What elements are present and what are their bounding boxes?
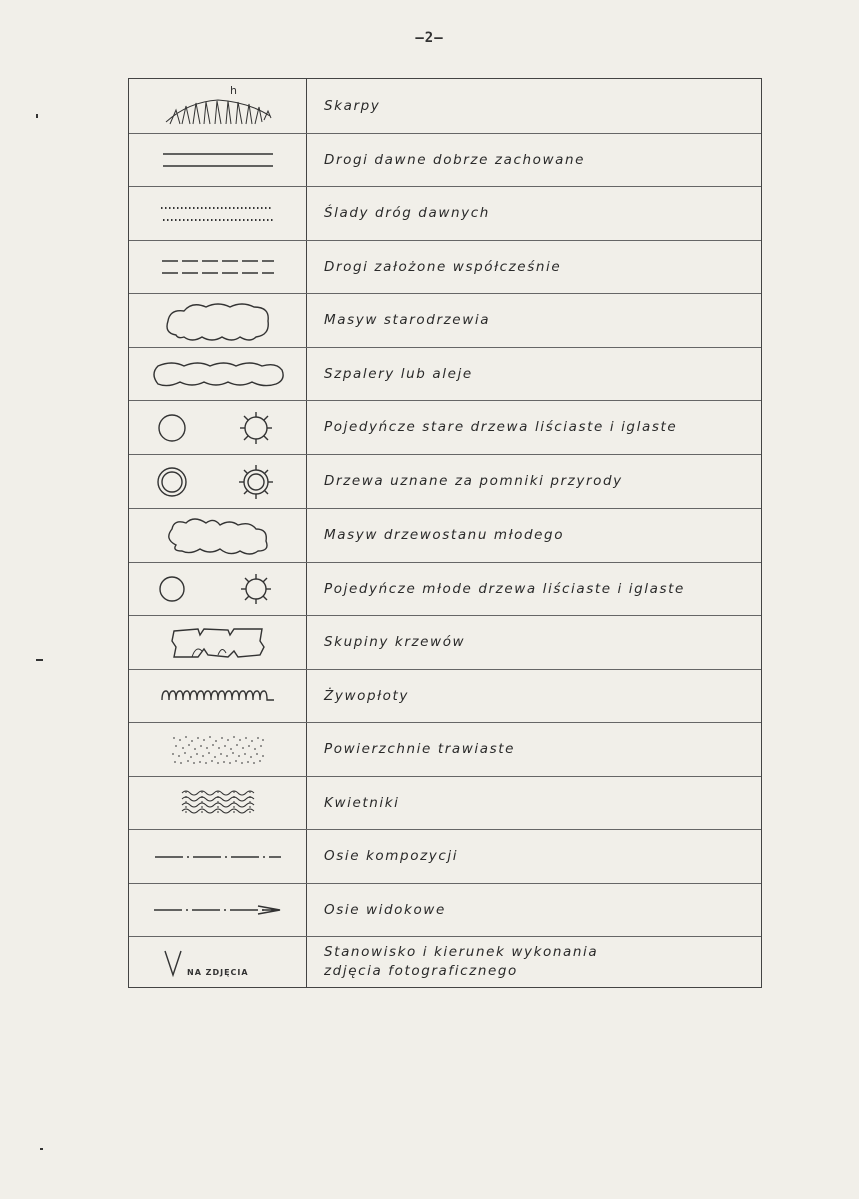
legend-label-old-roads: Drogi dawne dobrze zachowane bbox=[324, 151, 586, 168]
legend-row-escarpment bbox=[129, 79, 761, 134]
legend-label-shrub-group: Skupiny krzewów bbox=[324, 634, 466, 650]
legend-row-young-stand bbox=[129, 509, 761, 563]
legend-row-old-roads bbox=[129, 134, 761, 187]
legend-row-old-road-traces bbox=[129, 187, 761, 241]
shrub-group-symbol bbox=[129, 616, 306, 669]
young-stand-symbol bbox=[129, 509, 306, 562]
photo-station-symbol bbox=[129, 937, 306, 987]
scan-speck bbox=[40, 1148, 43, 1150]
scan-speck bbox=[36, 659, 43, 661]
legend-label-escarpment: Skarpy bbox=[324, 97, 381, 114]
legend-label-old-tree-mass: Masyw starodrzewia bbox=[324, 312, 491, 328]
old-tree-mass-symbol bbox=[129, 294, 306, 347]
view-axis-symbol bbox=[129, 884, 306, 936]
legend-row-hedge bbox=[129, 670, 761, 723]
escarpment-symbol bbox=[129, 79, 306, 133]
legend-label-composition-axis: Osie kompozycji bbox=[324, 848, 459, 864]
dotted-lines-symbol bbox=[129, 187, 306, 240]
flowerbed-symbol bbox=[129, 777, 306, 829]
young-trees-symbol bbox=[129, 563, 306, 615]
alley-symbol bbox=[129, 348, 306, 400]
legend-row-view-axis bbox=[129, 884, 761, 937]
legend-row-modern-roads bbox=[129, 241, 761, 294]
composition-axis-symbol bbox=[129, 830, 306, 883]
hedge-symbol bbox=[129, 670, 306, 722]
legend-row-young-trees bbox=[129, 563, 761, 616]
monument-trees-symbol bbox=[129, 455, 306, 508]
scan-speck bbox=[36, 114, 38, 118]
legend-label-young-trees: Pojedyńcze młode drzewa liściaste i iglaste bbox=[324, 580, 685, 597]
legend-label-old-road-traces: Ślady dróg dawnych bbox=[324, 205, 490, 221]
legend-label-view-axis: Osie widokowe bbox=[324, 901, 446, 918]
legend-label-young-stand: Masyw drzewostanu młodego bbox=[324, 527, 565, 543]
legend-label-monument-trees: Drzewa uznane za pomniki przyrody bbox=[324, 473, 623, 489]
photo-station-caption: NA ZDJĘCIA bbox=[186, 968, 249, 977]
legend-row-old-trees bbox=[129, 401, 761, 455]
legend-label-hedge: Żywopłoty bbox=[324, 687, 409, 704]
legend-label-photo-station: Stanowisko i kierunek wykonania zdjęcia fotograficznego bbox=[324, 944, 599, 979]
legend-table bbox=[128, 78, 762, 988]
legend-row-photo-station bbox=[129, 937, 761, 987]
dashed-lines-symbol bbox=[129, 241, 306, 293]
grass-symbol bbox=[129, 723, 306, 776]
legend-label-old-trees: Pojedyńcze stare drzewa liściaste i iglaste bbox=[324, 419, 678, 435]
legend-row-shrub-group bbox=[129, 616, 761, 670]
page-number: —2— bbox=[415, 30, 444, 46]
double-solid-lines-symbol bbox=[129, 134, 306, 186]
legend-label-modern-roads: Drogi założone współcześnie bbox=[324, 258, 562, 275]
legend-label-grass: Powierzchnie trawiaste bbox=[324, 741, 516, 757]
legend-label-flowerbed: Kwietniki bbox=[324, 794, 400, 811]
legend-row-composition-axis bbox=[129, 830, 761, 884]
legend-row-monument-trees bbox=[129, 455, 761, 509]
old-trees-symbol bbox=[129, 401, 306, 454]
legend-row-grass bbox=[129, 723, 761, 777]
legend-row-old-tree-mass bbox=[129, 294, 761, 348]
legend-label-alley: Szpalery lub aleje bbox=[324, 365, 473, 382]
escarpment-height-letter: h bbox=[229, 84, 237, 97]
legend-row-alley bbox=[129, 348, 761, 401]
legend-row-flowerbed bbox=[129, 777, 761, 830]
